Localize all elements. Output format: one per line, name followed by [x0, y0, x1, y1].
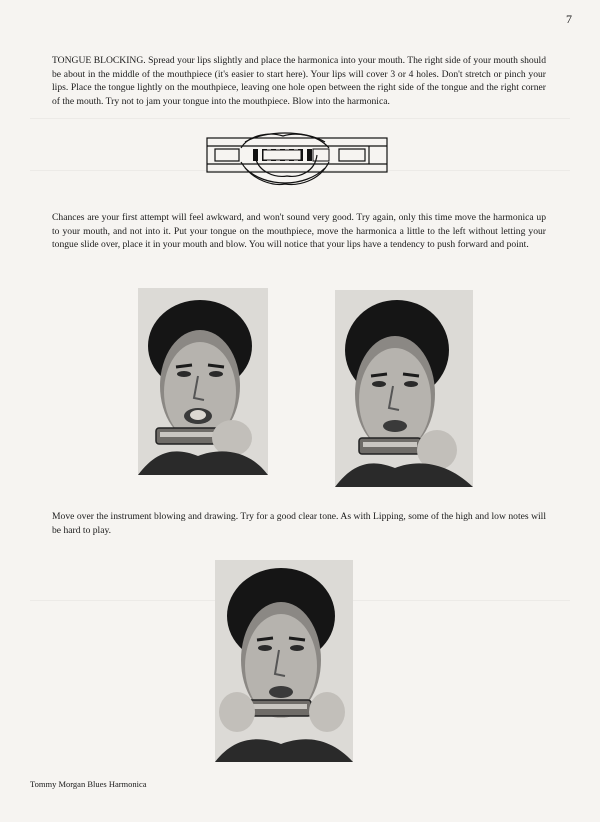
harmonica-mouth-diagram — [205, 128, 395, 192]
bleed-through-line — [30, 118, 570, 119]
player-photo-left — [138, 288, 268, 475]
chances-paragraph: Chances are your first attempt will feel awkward, and won't sound very good. Try again, only this time move the harmonica up to your mouth, and not into it. Put your tongue on the mouthpiece, move the harmonica a little to the left without letting your tongue slide over, place it in your mouth and blow. You will notice that your lips have a tendency to push forward and point. — [52, 212, 546, 251]
tongue-blocking-paragraph — [52, 54, 546, 108]
player-photo-right — [335, 290, 473, 487]
book-footer: Tommy Morgan Blues Harmonica — [30, 779, 147, 789]
player-photo-bottom — [215, 560, 353, 762]
section-heading: TONGUE BLOCKING. — [52, 55, 146, 66]
page-number: 7 — [566, 12, 572, 26]
paragraph-body: Spread your lips slightly and place the harmonica into your mouth. The right side of your mouth should be about in the middle of the mouthpiece (it's easier to start here). Your lips will cover 3 or 4 holes. Don't stretch or pinch your lips. Place the tongue lightly on the mouthpiece, leaving one hole open between the right side of the tongue and the right corner of the mouth. Try not to jam your tongue into the mouthpiece. Blow into the harmonica. — [52, 55, 546, 107]
move-over-paragraph: Move over the instrument blowing and drawing. Try for a good clear tone. As with Lipping, some of the high and low notes will be hard to play. — [52, 511, 546, 536]
